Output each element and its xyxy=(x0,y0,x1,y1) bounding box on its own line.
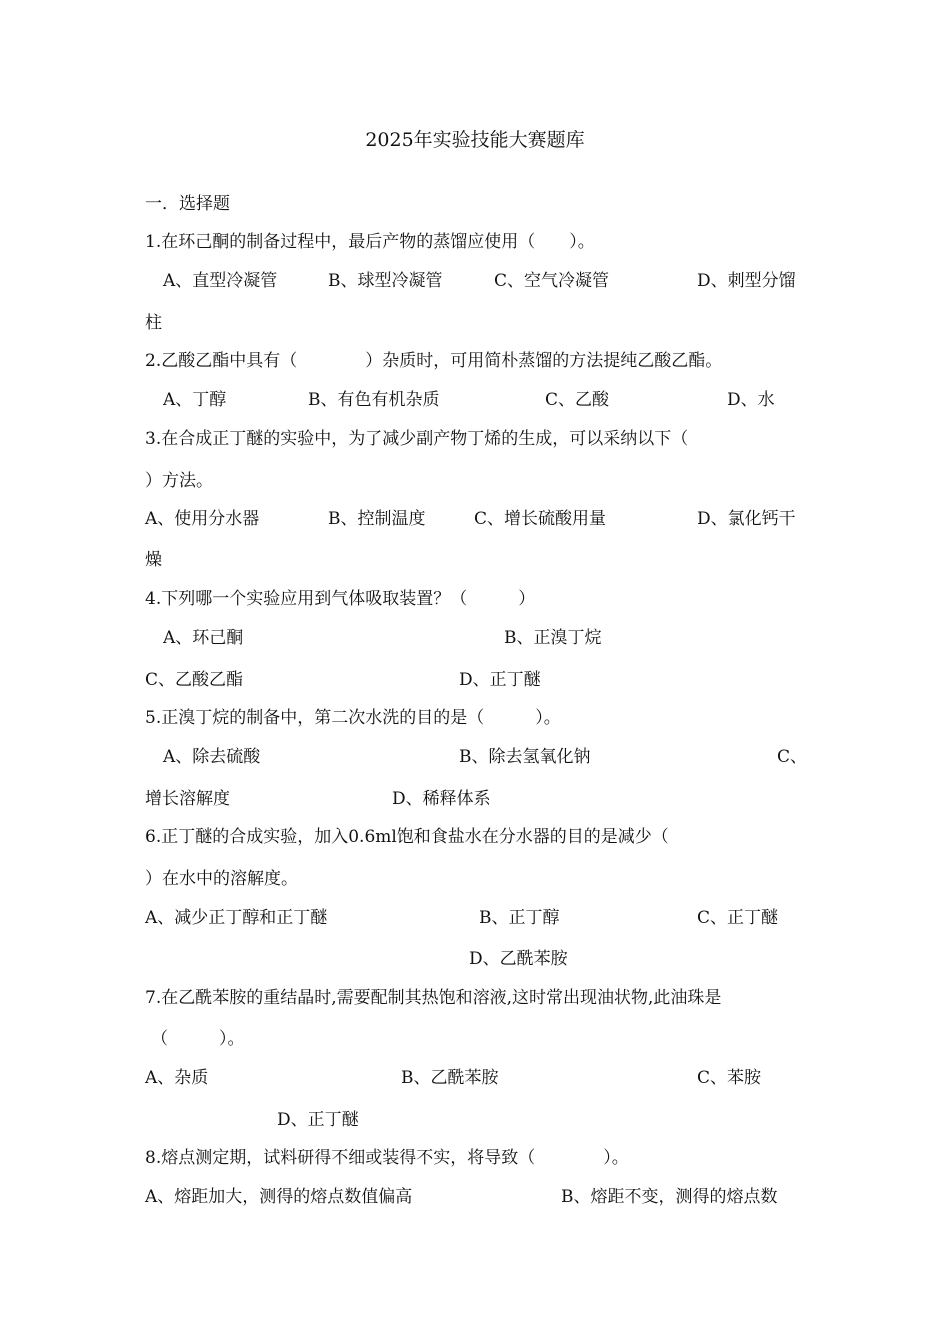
question-6: 6.正丁醚的合成实验，加入0.6ml饱和食盐水在分水器的目的是减少（ xyxy=(145,827,669,847)
q2-option-d: D、水 xyxy=(727,390,775,410)
section-heading: 一．选择题 xyxy=(145,194,230,214)
q7-option-c: C、苯胺 xyxy=(697,1068,762,1088)
q1-option-b: B、球型冷凝管 xyxy=(328,271,443,291)
question-7-cont: （ ）。 xyxy=(151,1029,245,1049)
q7-option-a: A、杂质 xyxy=(145,1068,209,1088)
q2-option-c: C、乙酸 xyxy=(545,390,610,410)
q8-option-b: B、熔距不变，测得的熔点数 xyxy=(561,1187,778,1207)
q6-option-d: D、乙酰苯胺 xyxy=(469,949,568,969)
question-8: 8.熔点测定期，试料研得不细或装得不实，将导致（ ）。 xyxy=(145,1148,629,1168)
q1-option-c: C、空气冷凝管 xyxy=(494,271,610,291)
q1-option-d-cont: 柱 xyxy=(145,313,162,333)
question-3-cont: ）方法。 xyxy=(145,471,213,491)
q5-option-a: A、除去硫酸 xyxy=(163,747,261,767)
q3-option-d-cont: 燥 xyxy=(145,550,162,570)
question-3: 3.在合成正丁醚的实验中，为了减少副产物丁烯的生成，可以采纳以下（ xyxy=(145,429,689,449)
q4-option-d: D、正丁醚 xyxy=(459,670,541,690)
q3-option-d: D、氯化钙干 xyxy=(697,509,796,529)
q4-option-a: A、环己酮 xyxy=(163,628,244,648)
question-4: 4.下列哪一个实验应用到气体吸取装置？（ ） xyxy=(145,589,536,609)
q4-option-c: C、乙酸乙酯 xyxy=(145,670,244,690)
document-title: 2025年实验技能大赛题库 xyxy=(365,129,585,151)
q4-option-b: B、正溴丁烷 xyxy=(504,628,602,648)
q6-option-b: B、正丁醇 xyxy=(479,908,560,928)
question-2: 2.乙酸乙酯中具有（ ）杂质时，可用简朴蒸馏的方法提纯乙酸乙酯。 xyxy=(145,351,723,371)
q5-option-c-cont: 增长溶解度 xyxy=(145,789,230,809)
q5-option-c: C、 xyxy=(777,747,808,767)
question-5: 5.正溴丁烷的制备中，第二次水洗的目的是（ ）。 xyxy=(145,708,561,728)
q2-option-b: B、有色有机杂质 xyxy=(308,390,440,410)
question-6-cont: ）在水中的溶解度。 xyxy=(145,869,298,889)
question-1: 1.在环己酮的制备过程中，最后产物的蒸馏应使用（ ）。 xyxy=(145,232,595,252)
q5-option-d: D、稀释体系 xyxy=(392,789,491,809)
q7-option-b: B、乙酰苯胺 xyxy=(401,1068,499,1088)
question-7: 7.在乙酰苯胺的重结晶时,需要配制其热饱和溶液,这时常出现油状物,此油珠是 xyxy=(145,988,722,1008)
q8-option-a: A、熔距加大，测得的熔点数值偏高 xyxy=(145,1187,413,1207)
q6-option-c: C、正丁醚 xyxy=(697,908,779,928)
q3-option-a: A、使用分水器 xyxy=(145,509,260,529)
q1-option-d: D、刺型分馏 xyxy=(697,271,796,291)
q1-option-a: A、直型冷凝管 xyxy=(163,271,278,291)
q3-option-c: C、增长硫酸用量 xyxy=(474,509,607,529)
q6-option-a: A、减少正丁醇和正丁醚 xyxy=(145,908,328,928)
q7-option-d: D、正丁醚 xyxy=(277,1110,359,1130)
q5-option-b: B、除去氢氧化钠 xyxy=(459,747,591,767)
q3-option-b: B、控制温度 xyxy=(328,509,426,529)
q2-option-a: A、丁醇 xyxy=(163,390,227,410)
